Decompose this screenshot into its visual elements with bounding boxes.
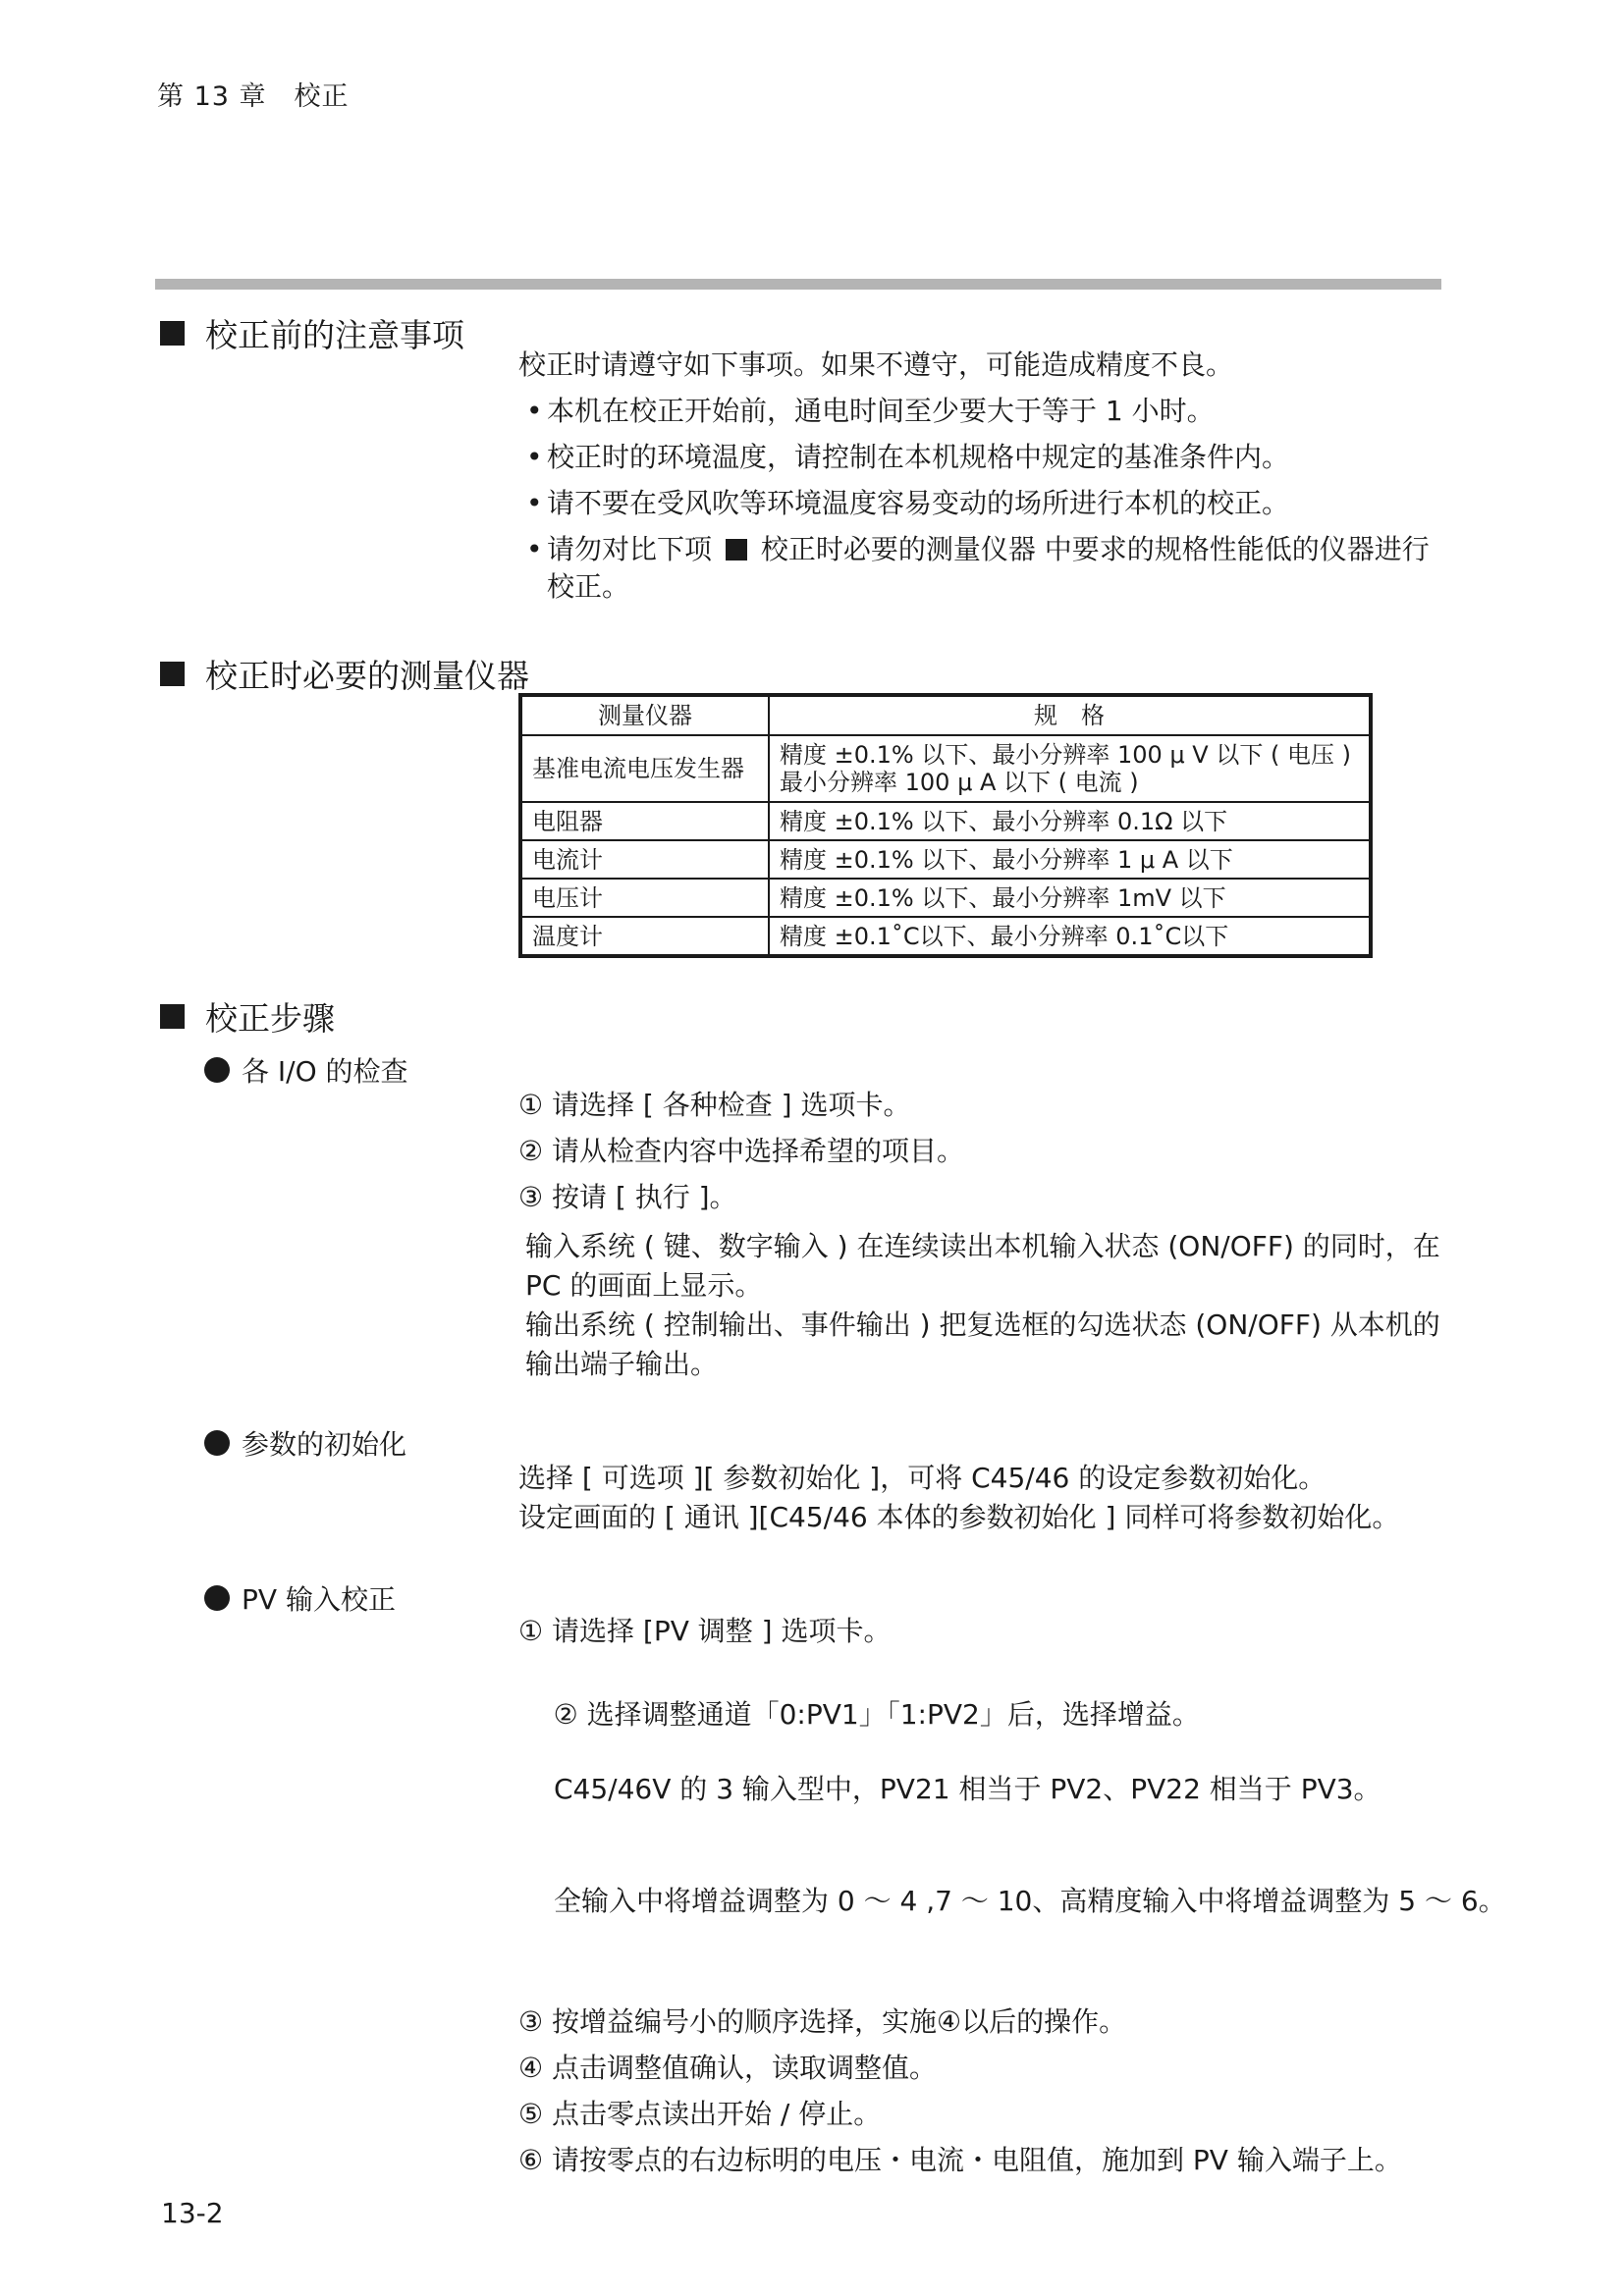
square-bullet-icon: [160, 662, 185, 686]
subsection-title-pv-calibration: [204, 1578, 396, 1618]
step-sub-line: C45/46V 的 3 输入型中，PV21 相当于 PV2、PV22 相当于 PV3。: [554, 1773, 1381, 1805]
instrument-spec: 精度 ±0.1˚C以下、最小分辨率 0.1˚C以下: [769, 917, 1371, 956]
spec-line: 最小分辨率 100 μ A 以下 ( 电流 ): [780, 769, 1139, 796]
step-item: ⑥ 请按零点的右边标明的电压・电流・电阻值，施加到 PV 输入端子上。: [518, 2144, 1402, 2176]
instrument-name: 基准电流电压发生器: [520, 735, 769, 802]
round-bullet-icon: [204, 1585, 230, 1611]
table-row: [520, 802, 1371, 840]
paragraph-line: 设定画面的 [ 通讯 ][C45/46 本体的参数初始化 ] 同样可将参数初始化。: [518, 1501, 1400, 1533]
list-item: • 校正时的环境温度，请控制在本机规格中规定的基准条件内。: [522, 439, 1445, 476]
spec-line: 精度 ±0.1% 以下、最小分辨率 100 μ V 以下 ( 电压 ): [780, 741, 1351, 769]
step-item: [518, 1659, 1506, 1995]
item4-text-before: 请勿对比下项: [547, 533, 713, 565]
table-row: [520, 735, 1371, 802]
instrument-spec: [769, 735, 1371, 802]
table-header-row: [520, 695, 1371, 735]
step-item: ② 请从检查内容中选择希望的项目。: [518, 1135, 965, 1167]
section-title-precautions: [160, 310, 464, 356]
instrument-spec: 精度 ±0.1% 以下、最小分辨率 1mV 以下: [769, 879, 1371, 917]
subsection-title-text: PV 输入校正: [242, 1583, 396, 1616]
item4-continuation: 校正。: [547, 570, 630, 603]
param-init-text: [518, 1459, 1461, 1537]
note-line: 输出端子输出。: [525, 1348, 719, 1380]
step-item: ⑤ 点击零点读出开始 / 停止。: [518, 2098, 882, 2130]
note-line: PC 的画面上显示。: [525, 1269, 763, 1302]
column-header-instrument: 测量仪器: [520, 695, 769, 735]
list-item: [522, 531, 1445, 606]
item4-text-after: 中要求的规格性能低的仪器进行: [1044, 533, 1430, 565]
precautions-list: [522, 393, 1445, 614]
list-item: • 本机在校正开始前，通电时间至少要大于等于 1 小时。: [522, 393, 1445, 430]
instrument-spec: 精度 ±0.1% 以下、最小分辨率 1 μ A 以下: [769, 840, 1371, 879]
instrument-name: 温度计: [520, 917, 769, 956]
table-row: [520, 917, 1371, 956]
io-input-note: [525, 1227, 1448, 1384]
section-title-procedure: [160, 993, 335, 1040]
section-title-text: 校正步骤: [205, 999, 335, 1038]
square-bullet-icon: [726, 539, 747, 561]
step-item: ① 请选择 [PV 调整 ] 选项卡。: [518, 1615, 892, 1647]
step-item: ③ 按增益编号小的顺序选择，实施④以后的操作。: [518, 2005, 1127, 2038]
section-title-text: 校正时必要的测量仪器: [205, 657, 529, 695]
io-check-steps: [518, 1087, 1461, 1225]
instrument-name: 电流计: [520, 840, 769, 879]
square-bullet-icon: [160, 321, 185, 346]
subsection-title-param-init: [204, 1423, 406, 1463]
pv-calibration-steps: [518, 1613, 1506, 2188]
table-row: [520, 840, 1371, 879]
subsection-title-text: 参数的初始化: [242, 1428, 407, 1461]
square-bullet-icon: [160, 1004, 185, 1029]
subsection-title-io-check: [204, 1050, 408, 1090]
column-header-spec: 规 格: [769, 695, 1371, 735]
note-line: 输入系统 ( 键、数字输入 ) 在连续读出本机输入状态 (ON/OFF) 的同时，在: [525, 1230, 1440, 1262]
step-sub-line: 全输入中将增益调整为 0 ～ 4 ,7 ～ 10、高精度输入中将增益调整为 5 ～ 6。: [554, 1885, 1506, 1917]
note-line: 输出系统 ( 控制输出、事件输出 ) 把复选框的勾选状态 (ON/OFF) 从本机的: [525, 1308, 1440, 1341]
item4-reference: 校正时必要的测量仪器: [760, 533, 1036, 565]
paragraph-line: 选择 [ 可选项 ][ 参数初始化 ]，可将 C45/46 的设定参数初始化。: [518, 1462, 1326, 1494]
instrument-spec-table: [518, 693, 1373, 958]
step-item: ① 请选择 [ 各种检查 ] 选项卡。: [518, 1089, 911, 1121]
list-item: • 请不要在受风吹等环境温度容易变动的场所进行本机的校正。: [522, 485, 1445, 522]
header-divider: [155, 279, 1441, 290]
round-bullet-icon: [204, 1057, 230, 1083]
section-title-text: 校正前的注意事项: [205, 316, 464, 354]
page-number: 13-2: [161, 2197, 224, 2229]
instrument-spec: 精度 ±0.1% 以下、最小分辨率 0.1Ω 以下: [769, 802, 1371, 840]
step-item: ④ 点击调整值确认，读取调整值。: [518, 2052, 938, 2084]
section-title-instruments: [160, 651, 529, 697]
table-row: [520, 879, 1371, 917]
subsection-title-text: 各 I/O 的检查: [242, 1055, 408, 1088]
step-item: ③ 按请 [ 执行 ]。: [518, 1181, 737, 1213]
round-bullet-icon: [204, 1430, 230, 1456]
step-main: ② 选择调整通道「0:PV1」「1:PV2」后，选择增益。: [553, 1698, 1200, 1731]
precautions-intro: 校正时请遵守如下事项。如果不遵守，可能造成精度不良。: [518, 348, 1234, 381]
instrument-name: 电压计: [520, 879, 769, 917]
chapter-header: 第 13 章 校正: [157, 81, 350, 112]
instrument-name: 电阻器: [520, 802, 769, 840]
